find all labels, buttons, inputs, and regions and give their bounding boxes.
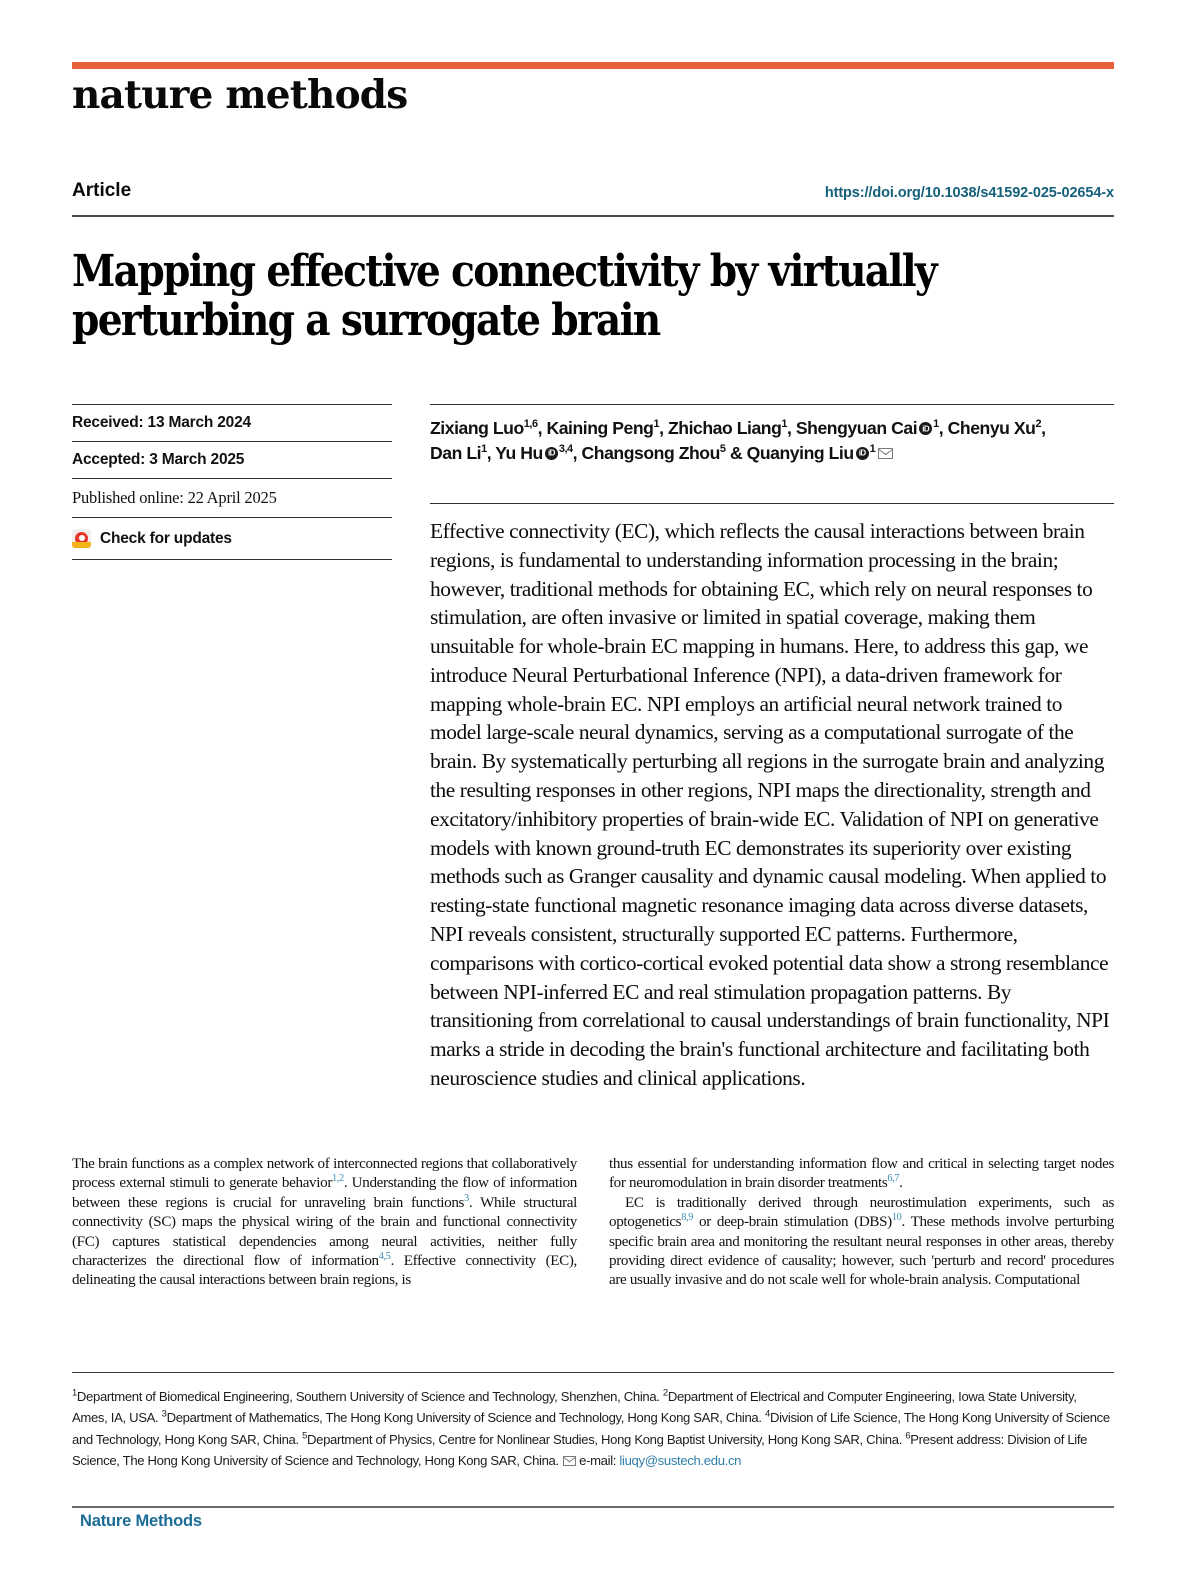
reference-marker[interactable]: 10 xyxy=(891,1212,902,1224)
paragraph-text: . These methods involve perturbing specific brain area and monitoring the resultant neural responses in other areas, thereby providing direct evidence of causality; however, such 'perturb and record' procedures are usually invasive and do not scale well for whole-brain analysis. Computational xyxy=(609,1214,1114,1289)
orcid-icon[interactable] xyxy=(919,422,932,435)
body-column-right xyxy=(609,1155,1114,1291)
author-affil-marker: 1 xyxy=(869,443,876,456)
paragraph xyxy=(609,1155,1114,1194)
article-metadata xyxy=(72,404,392,560)
body-column-left xyxy=(72,1155,577,1291)
paragraph-text: . Effective connectivity (EC), delineating the causal interactions between brain regions, is xyxy=(72,1252,577,1289)
corresponding-email-link[interactable]: liuqy@sustech.edu.cn xyxy=(619,1452,742,1468)
author-affil-marker: 1 xyxy=(653,418,660,431)
envelope-icon xyxy=(563,1456,576,1466)
reference-marker[interactable]: 8,9 xyxy=(681,1212,694,1224)
author-name: , Zhichao Liang xyxy=(659,418,782,438)
paragraph-text: or deep-brain stimulation (DBS) xyxy=(693,1214,892,1231)
header-divider xyxy=(72,215,1114,217)
affiliation-marker: 5 xyxy=(302,1429,308,1441)
brand-accent-rule xyxy=(72,62,1114,69)
published-date: Published online: 22 April 2025 xyxy=(72,478,392,517)
affiliation-text: Department of Electrical and Computer Engineering, Iowa State University, Ames, IA, USA. xyxy=(72,1389,1077,1426)
author-name: Dan Li xyxy=(430,442,482,463)
affiliation-text: Division of Life Science, The Hong Kong University of Science and Technology, Hong Kong SAR, China. xyxy=(72,1410,1110,1447)
paragraph-text: . While structural connectivity (SC) maps the physical wiring of the brain and functional connectivity (FC) captures statistical dependencies among neural activities, neither fully characterizes the directional flow of information xyxy=(72,1194,577,1269)
page-title: Mapping effective connectivity by virtually perturbing a surrogate brain xyxy=(72,246,936,346)
author-name: , Shengyuan Cai xyxy=(787,418,918,438)
check-for-updates-badge[interactable] xyxy=(72,517,392,560)
article-type-label: Article xyxy=(72,180,132,201)
footer-journal-label: Nature Methods xyxy=(80,1512,202,1530)
orcid-icon[interactable] xyxy=(856,447,869,460)
abstract-text: Effective connectivity (EC), which reflects the causal interactions between brain regions, is fundamental to understanding information processing in the brain; however, traditional methods for obtaining EC, which rely on neural responses to stimulation, are often invasive or limited in spatial coverage, making them unsuitable for whole-brain EC mapping in humans. Here, to address this gap, we introduce Neural Perturbational Inference (NPI), a data-driven framework for mapping whole-brain EC. NPI employs an artificial neural network trained to model large-scale neural dynamics, serving as a computational surrogate of the brain. By systematically perturbing all regions in the surrogate brain and analyzing the resulting responses in other regions, NPI maps the directionality, strength and excitatory/inhibitory properties of brain-wide EC. Validation of NPI on generative models with known ground-truth EC demonstrates its superiority over existing methods such as Granger causality and dynamic causal modeling. When applied to resting-state functional magnetic resonance imaging data across diverse datasets, NPI reveals consistent, structurally supported EC patterns. Furthermore, comparisons with cortico-cortical evoked potential data show a strong resemblance between NPI-inferred EC and real stimulation propagation patterns. By transitioning from correlational to causal understandings of brain functionality, NPI marks a stride in decoding the brain's functional architecture and facilitating both neuroscience studies and clinical applications. xyxy=(430,503,1114,1093)
affiliations-block xyxy=(72,1372,1114,1471)
doi-link[interactable]: https://doi.org/10.1038/s41592-025-02654-x xyxy=(824,185,1114,201)
body-columns xyxy=(72,1155,1114,1291)
reference-marker[interactable]: 4,5 xyxy=(378,1250,391,1262)
author-name: , Kaining Peng xyxy=(537,418,654,438)
paragraph-text: thus essential for understanding information flow and critical in selecting target nodes for neuromodulation in brain disorder treatments xyxy=(609,1156,1114,1192)
orcid-icon[interactable] xyxy=(545,447,558,460)
paragraph xyxy=(609,1194,1114,1291)
affiliation-text: Department of Mathematics, The Hong Kong University of Science and Technology, Hong Kong SAR, China. xyxy=(166,1410,766,1426)
author-name: , Changsong Zhou xyxy=(572,442,720,463)
accepted-date: Accepted: 3 March 2025 xyxy=(72,441,392,478)
paragraph-text: . Understanding the flow of information between these regions is crucial for unraveling brain functions xyxy=(72,1175,577,1211)
author-name: , Chenyu Xu xyxy=(938,418,1036,438)
paragraph-text: . xyxy=(899,1175,903,1192)
paragraph-text: The brain functions as a complex network of interconnected regions that collaboratively process external stimuli to generate behavior xyxy=(72,1156,577,1192)
reference-marker[interactable]: 1,2 xyxy=(332,1173,344,1185)
author-affil-marker: 2 xyxy=(1035,418,1042,431)
author-affil-marker: 1 xyxy=(933,418,939,431)
author-name: & Quanying Liu xyxy=(725,442,854,463)
author-affil-marker: 1,6 xyxy=(523,418,538,431)
author-list xyxy=(430,404,1114,466)
author-name: , Yu Hu xyxy=(486,442,543,463)
author-affil-marker: 5 xyxy=(719,443,726,456)
author-name: Zixiang Luo xyxy=(430,418,524,438)
affiliation-text: Present address: Division of Life Science, The Hong Kong University of Science and Technology, Hong Kong SAR, China. xyxy=(72,1431,1088,1468)
affiliation-text: Department of Biomedical Engineering, Southern University of Science and Technology, Shenzhen, China. xyxy=(76,1389,663,1404)
affiliation-marker: 6 xyxy=(905,1429,911,1441)
footer-divider xyxy=(72,1506,1114,1508)
author-affil-marker: 1 xyxy=(781,418,788,431)
author-affil-marker: 3,4 xyxy=(558,443,573,456)
paragraph-text: EC is traditionally derived through neurostimulation experiments, such as optogenetics xyxy=(609,1194,1114,1231)
affiliation-text: Department of Physics, Centre for Nonlinear Studies, Hong Kong Baptist University, Hong Kong SAR, China. xyxy=(307,1431,906,1447)
author-separator: , xyxy=(1041,418,1046,438)
reference-marker[interactable]: 3 xyxy=(464,1192,469,1204)
email-label: e-mail: xyxy=(579,1452,620,1468)
affiliation-marker: 4 xyxy=(765,1407,770,1419)
received-date: Received: 13 March 2024 xyxy=(72,404,392,441)
journal-masthead: nature methods xyxy=(72,72,408,118)
author-affil-marker: 1 xyxy=(481,443,487,456)
affiliation-marker: 3 xyxy=(161,1407,167,1419)
affiliation-marker: 2 xyxy=(662,1386,668,1398)
affiliation-marker: 1 xyxy=(72,1386,77,1398)
check-for-updates-label: Check for updates xyxy=(100,529,232,547)
paragraph xyxy=(72,1155,577,1291)
reference-marker[interactable]: 6,7 xyxy=(887,1173,900,1185)
envelope-icon[interactable] xyxy=(878,448,893,459)
crossmark-icon xyxy=(72,529,91,548)
